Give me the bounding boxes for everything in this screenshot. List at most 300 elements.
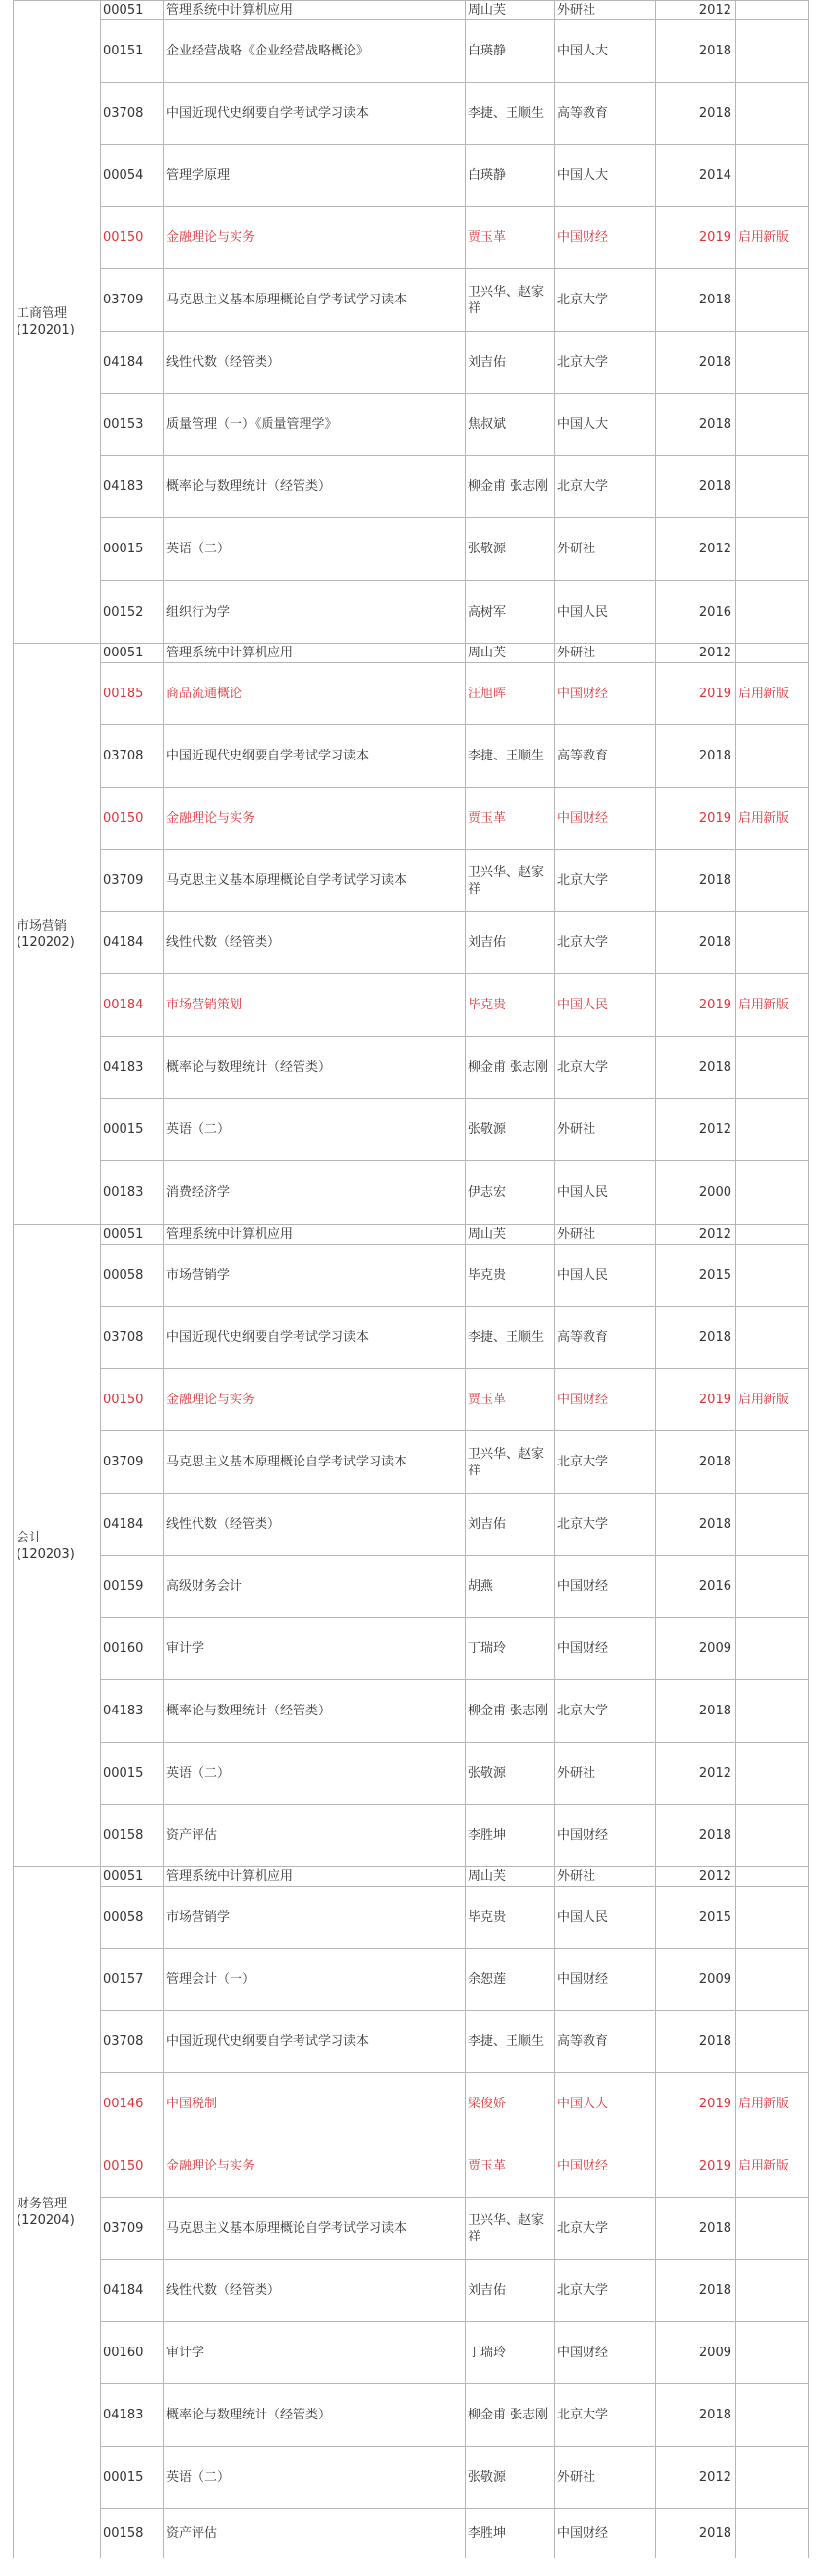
course-name: 概率论与数理统计（经管类） [164,1037,466,1099]
course-code: 00185 [101,663,164,725]
table-row [14,1867,809,1887]
course-name: 马克思主义基本原理概论自学考试学习读本 [164,1431,466,1494]
author: 卫兴华、赵家祥 [466,1431,555,1494]
author: 丁瑞玲 [466,2322,555,2384]
publisher: 中国人民 [555,1887,656,1949]
course-name: 资产评估 [164,2509,466,2558]
course-code: 00015 [101,1743,164,1805]
course-code: 00051 [101,644,164,663]
course-code: 00150 [101,1369,164,1431]
note [736,1161,809,1225]
table-row [14,1680,809,1743]
table-row [14,2011,809,2073]
course-name: 管理系统中计算机应用 [164,1,466,20]
author: 贾玉革 [466,2135,555,2198]
table-row [14,1369,809,1431]
edition-year: 2018 [656,1680,736,1743]
table-row [14,1307,809,1369]
course-code: 04183 [101,1037,164,1099]
note [736,394,809,456]
table-row [14,2073,809,2135]
course-name: 线性代数（经管类） [164,1494,466,1556]
note [736,1099,809,1161]
author: 毕克贵 [466,1887,555,1949]
edition-year: 2016 [656,581,736,644]
edition-year: 2018 [656,1431,736,1494]
note [736,2322,809,2384]
edition-year: 2018 [656,2260,736,2322]
table-row [14,2198,809,2260]
major-cell: 工商管理(120201) [14,1,101,644]
publisher: 中国财经 [555,788,656,850]
note [736,456,809,518]
table-row [14,1431,809,1494]
publisher: 北京大学 [555,2260,656,2322]
publisher: 北京大学 [555,1431,656,1494]
note [736,1037,809,1099]
author: 周山芙 [466,644,555,663]
course-code: 00153 [101,394,164,456]
author: 贾玉革 [466,207,555,269]
publisher: 北京大学 [555,2198,656,2260]
table-row [14,1161,809,1225]
edition-year: 2018 [656,850,736,912]
course-name: 管理系统中计算机应用 [164,1225,466,1245]
publisher: 中国人大 [555,2073,656,2135]
edition-year: 2018 [656,2198,736,2260]
course-code: 00015 [101,2447,164,2509]
course-name: 管理系统中计算机应用 [164,1867,466,1887]
author: 余恕莲 [466,1949,555,2011]
edition-year: 2019 [656,974,736,1037]
course-name: 质量管理（一）《质量管理学》 [164,394,466,456]
note: 启用新版 [736,207,809,269]
note: 启用新版 [736,2073,809,2135]
edition-year: 2019 [656,2135,736,2198]
publisher: 中国人民 [555,974,656,1037]
author: 李捷、王顺生 [466,2011,555,2073]
publisher: 中国财经 [555,2135,656,2198]
course-code: 00146 [101,2073,164,2135]
note [736,2509,809,2558]
author: 张敬源 [466,1099,555,1161]
table-row [14,850,809,912]
course-code: 00157 [101,1949,164,2011]
table-row [14,1037,809,1099]
author: 柳金甫 张志刚 [466,456,555,518]
course-code: 00150 [101,207,164,269]
course-name: 英语（二） [164,1743,466,1805]
edition-year: 2009 [656,1618,736,1680]
publisher: 外研社 [555,1099,656,1161]
edition-year: 2018 [656,456,736,518]
course-code: 03709 [101,2198,164,2260]
publisher: 外研社 [555,2447,656,2509]
course-code: 04183 [101,2384,164,2447]
table-row [14,1887,809,1949]
course-name: 中国近现代史纲要自学考试学习读本 [164,2011,466,2073]
author: 李胜坤 [466,2509,555,2558]
course-code: 04183 [101,456,164,518]
note [736,1680,809,1743]
edition-year: 2018 [656,332,736,394]
publisher: 中国人大 [555,20,656,83]
course-name: 审计学 [164,2322,466,2384]
course-name: 商品流通概论 [164,663,466,725]
major-cell: 市场营销(120202) [14,644,101,1225]
author: 李捷、王顺生 [466,1307,555,1369]
edition-year: 2012 [656,518,736,581]
note [736,1556,809,1618]
edition-year: 2009 [656,2322,736,2384]
publisher: 北京大学 [555,1037,656,1099]
course-code: 00184 [101,974,164,1037]
note: 启用新版 [736,974,809,1037]
edition-year: 2019 [656,663,736,725]
edition-year: 2018 [656,725,736,788]
edition-year: 2018 [656,20,736,83]
note [736,2011,809,2073]
note [736,1494,809,1556]
course-name: 英语（二） [164,1099,466,1161]
publisher: 北京大学 [555,2384,656,2447]
edition-year: 2016 [656,1556,736,1618]
author: 周山芙 [466,1867,555,1887]
edition-year: 2012 [656,1225,736,1245]
edition-year: 2012 [656,644,736,663]
publisher: 外研社 [555,644,656,663]
publisher: 中国财经 [555,1618,656,1680]
table-row [14,1099,809,1161]
edition-year: 2019 [656,2073,736,2135]
author: 刘吉佑 [466,2260,555,2322]
note [736,518,809,581]
edition-year: 2018 [656,394,736,456]
note [736,1307,809,1369]
course-name: 企业经营战略《企业经营战略概论》 [164,20,466,83]
course-code: 00058 [101,1887,164,1949]
course-name: 中国近现代史纲要自学考试学习读本 [164,83,466,145]
edition-year: 2012 [656,1867,736,1887]
edition-year: 2012 [656,1099,736,1161]
table-row [14,725,809,788]
author: 李胜坤 [466,1805,555,1867]
table-row [14,269,809,332]
table-row [14,1494,809,1556]
table-row [14,644,809,663]
author: 卫兴华、赵家祥 [466,2198,555,2260]
table-row [14,2260,809,2322]
course-name: 线性代数（经管类） [164,332,466,394]
table-row [14,1,809,20]
edition-year: 2019 [656,207,736,269]
note: 启用新版 [736,663,809,725]
course-name: 马克思主义基本原理概论自学考试学习读本 [164,2198,466,2260]
edition-year: 2018 [656,1037,736,1099]
publisher: 高等教育 [555,725,656,788]
publisher: 中国人大 [555,145,656,207]
course-name: 管理会计（一） [164,1949,466,2011]
table-row [14,1618,809,1680]
note [736,912,809,974]
note [736,269,809,332]
table-row [14,332,809,394]
course-code: 03709 [101,269,164,332]
table-row [14,912,809,974]
course-name: 英语（二） [164,518,466,581]
course-name: 金融理论与实务 [164,207,466,269]
major-cell: 会计(120203) [14,1225,101,1867]
table-row [14,83,809,145]
publisher: 中国人大 [555,394,656,456]
publisher: 中国人民 [555,581,656,644]
note: 启用新版 [736,1369,809,1431]
edition-year: 2009 [656,1949,736,2011]
author: 白瑛静 [466,145,555,207]
edition-year: 2019 [656,1369,736,1431]
table-row [14,394,809,456]
table-row [14,663,809,725]
edition-year: 2012 [656,1743,736,1805]
edition-year: 2015 [656,1887,736,1949]
course-name: 线性代数（经管类） [164,2260,466,2322]
publisher: 外研社 [555,1743,656,1805]
course-code: 03708 [101,2011,164,2073]
course-name: 管理学原理 [164,145,466,207]
course-name: 马克思主义基本原理概论自学考试学习读本 [164,850,466,912]
course-code: 00160 [101,1618,164,1680]
course-code: 03708 [101,83,164,145]
author: 李捷、王顺生 [466,725,555,788]
note [736,1225,809,1245]
note [736,1618,809,1680]
author: 伊志宏 [466,1161,555,1225]
course-name: 金融理论与实务 [164,2135,466,2198]
course-code: 03708 [101,725,164,788]
edition-year: 2018 [656,269,736,332]
author: 柳金甫 张志刚 [466,1680,555,1743]
edition-year: 2015 [656,1245,736,1307]
author: 柳金甫 张志刚 [466,1037,555,1099]
course-code: 00151 [101,20,164,83]
course-code: 04184 [101,912,164,974]
edition-year: 2018 [656,1494,736,1556]
table-row [14,974,809,1037]
course-code: 00158 [101,2509,164,2558]
course-name: 资产评估 [164,1805,466,1867]
note [736,1949,809,2011]
author: 刘吉佑 [466,332,555,394]
course-name: 金融理论与实务 [164,788,466,850]
table-row [14,1556,809,1618]
table-row [14,581,809,644]
course-code: 03709 [101,1431,164,1494]
edition-year: 2019 [656,788,736,850]
publisher: 外研社 [555,1,656,20]
note [736,332,809,394]
author: 丁瑞玲 [466,1618,555,1680]
note [736,145,809,207]
publisher: 中国财经 [555,1556,656,1618]
note [736,2384,809,2447]
note [736,850,809,912]
course-name: 概率论与数理统计（经管类） [164,2384,466,2447]
author: 贾玉革 [466,1369,555,1431]
publisher: 外研社 [555,1225,656,1245]
note [736,2198,809,2260]
table-row [14,2322,809,2384]
course-name: 中国税制 [164,2073,466,2135]
edition-year: 2018 [656,2384,736,2447]
course-name: 审计学 [164,1618,466,1680]
note [736,581,809,644]
author: 胡燕 [466,1556,555,1618]
course-name: 市场营销学 [164,1245,466,1307]
course-code: 00058 [101,1245,164,1307]
note [736,644,809,663]
course-code: 04183 [101,1680,164,1743]
author: 梁俊娇 [466,2073,555,2135]
table-row [14,1245,809,1307]
publisher: 北京大学 [555,332,656,394]
table-row [14,1949,809,2011]
author: 卫兴华、赵家祥 [466,850,555,912]
author: 周山芙 [466,1225,555,1245]
publisher: 中国财经 [555,1369,656,1431]
edition-year: 2000 [656,1161,736,1225]
course-name: 中国近现代史纲要自学考试学习读本 [164,1307,466,1369]
note [736,1887,809,1949]
author: 柳金甫 张志刚 [466,2384,555,2447]
table-row [14,1225,809,1245]
table-row [14,788,809,850]
author: 焦叔斌 [466,394,555,456]
course-name: 管理系统中计算机应用 [164,644,466,663]
edition-year: 2018 [656,2509,736,2558]
course-code: 00051 [101,1225,164,1245]
course-code: 04184 [101,2260,164,2322]
edition-year: 2018 [656,1307,736,1369]
course-code: 04184 [101,332,164,394]
publisher: 中国财经 [555,1949,656,2011]
table-row [14,456,809,518]
table-row [14,1743,809,1805]
publisher: 中国财经 [555,1805,656,1867]
author: 李捷、王顺生 [466,83,555,145]
table-row [14,1805,809,1867]
note [736,83,809,145]
publisher: 北京大学 [555,912,656,974]
table-row [14,518,809,581]
table-row [14,2447,809,2509]
course-name: 高级财务会计 [164,1556,466,1618]
note [736,1,809,20]
note [736,1743,809,1805]
note [736,2260,809,2322]
note [736,1805,809,1867]
course-code: 04184 [101,1494,164,1556]
note [736,20,809,83]
note [736,1245,809,1307]
author: 刘吉佑 [466,1494,555,1556]
publisher: 外研社 [555,1867,656,1887]
author: 贾玉革 [466,788,555,850]
publisher: 北京大学 [555,269,656,332]
author: 张敬源 [466,2447,555,2509]
course-code: 00015 [101,1099,164,1161]
publisher: 中国人民 [555,1245,656,1307]
table-row [14,2135,809,2198]
course-name: 消费经济学 [164,1161,466,1225]
table-row [14,20,809,83]
course-name: 概率论与数理统计（经管类） [164,456,466,518]
publisher: 中国财经 [555,663,656,725]
publisher: 高等教育 [555,1307,656,1369]
note [736,2447,809,2509]
author: 周山芙 [466,1,555,20]
edition-year: 2018 [656,83,736,145]
course-name: 马克思主义基本原理概论自学考试学习读本 [164,269,466,332]
publisher: 高等教育 [555,83,656,145]
course-name: 金融理论与实务 [164,1369,466,1431]
textbook-table [13,0,809,2558]
author: 汪旭晖 [466,663,555,725]
publisher: 高等教育 [555,2011,656,2073]
course-code: 00152 [101,581,164,644]
course-code: 00183 [101,1161,164,1225]
course-code: 03709 [101,850,164,912]
edition-year: 2018 [656,2011,736,2073]
course-code: 00054 [101,145,164,207]
course-code: 00158 [101,1805,164,1867]
edition-year: 2014 [656,145,736,207]
note: 启用新版 [736,2135,809,2198]
course-code: 00051 [101,1,164,20]
publisher: 北京大学 [555,1680,656,1743]
publisher: 外研社 [555,518,656,581]
course-code: 00015 [101,518,164,581]
textbook-table-body [14,1,809,2558]
author: 刘吉佑 [466,912,555,974]
publisher: 中国人民 [555,1161,656,1225]
course-code: 00150 [101,788,164,850]
publisher: 北京大学 [555,850,656,912]
course-code: 00160 [101,2322,164,2384]
publisher: 中国财经 [555,2509,656,2558]
note [736,1431,809,1494]
author: 白瑛静 [466,20,555,83]
course-name: 概率论与数理统计（经管类） [164,1680,466,1743]
author: 张敬源 [466,1743,555,1805]
course-name: 市场营销学 [164,1887,466,1949]
table-row [14,2509,809,2558]
table-row [14,145,809,207]
author: 张敬源 [466,518,555,581]
author: 高树军 [466,581,555,644]
table-row [14,2384,809,2447]
course-code: 00159 [101,1556,164,1618]
edition-year: 2018 [656,912,736,974]
edition-year: 2012 [656,2447,736,2509]
course-code: 03708 [101,1307,164,1369]
course-code: 00051 [101,1867,164,1887]
publisher: 中国财经 [555,207,656,269]
note: 启用新版 [736,788,809,850]
edition-year: 2012 [656,1,736,20]
table-row [14,207,809,269]
author: 毕克贵 [466,974,555,1037]
course-code: 00150 [101,2135,164,2198]
